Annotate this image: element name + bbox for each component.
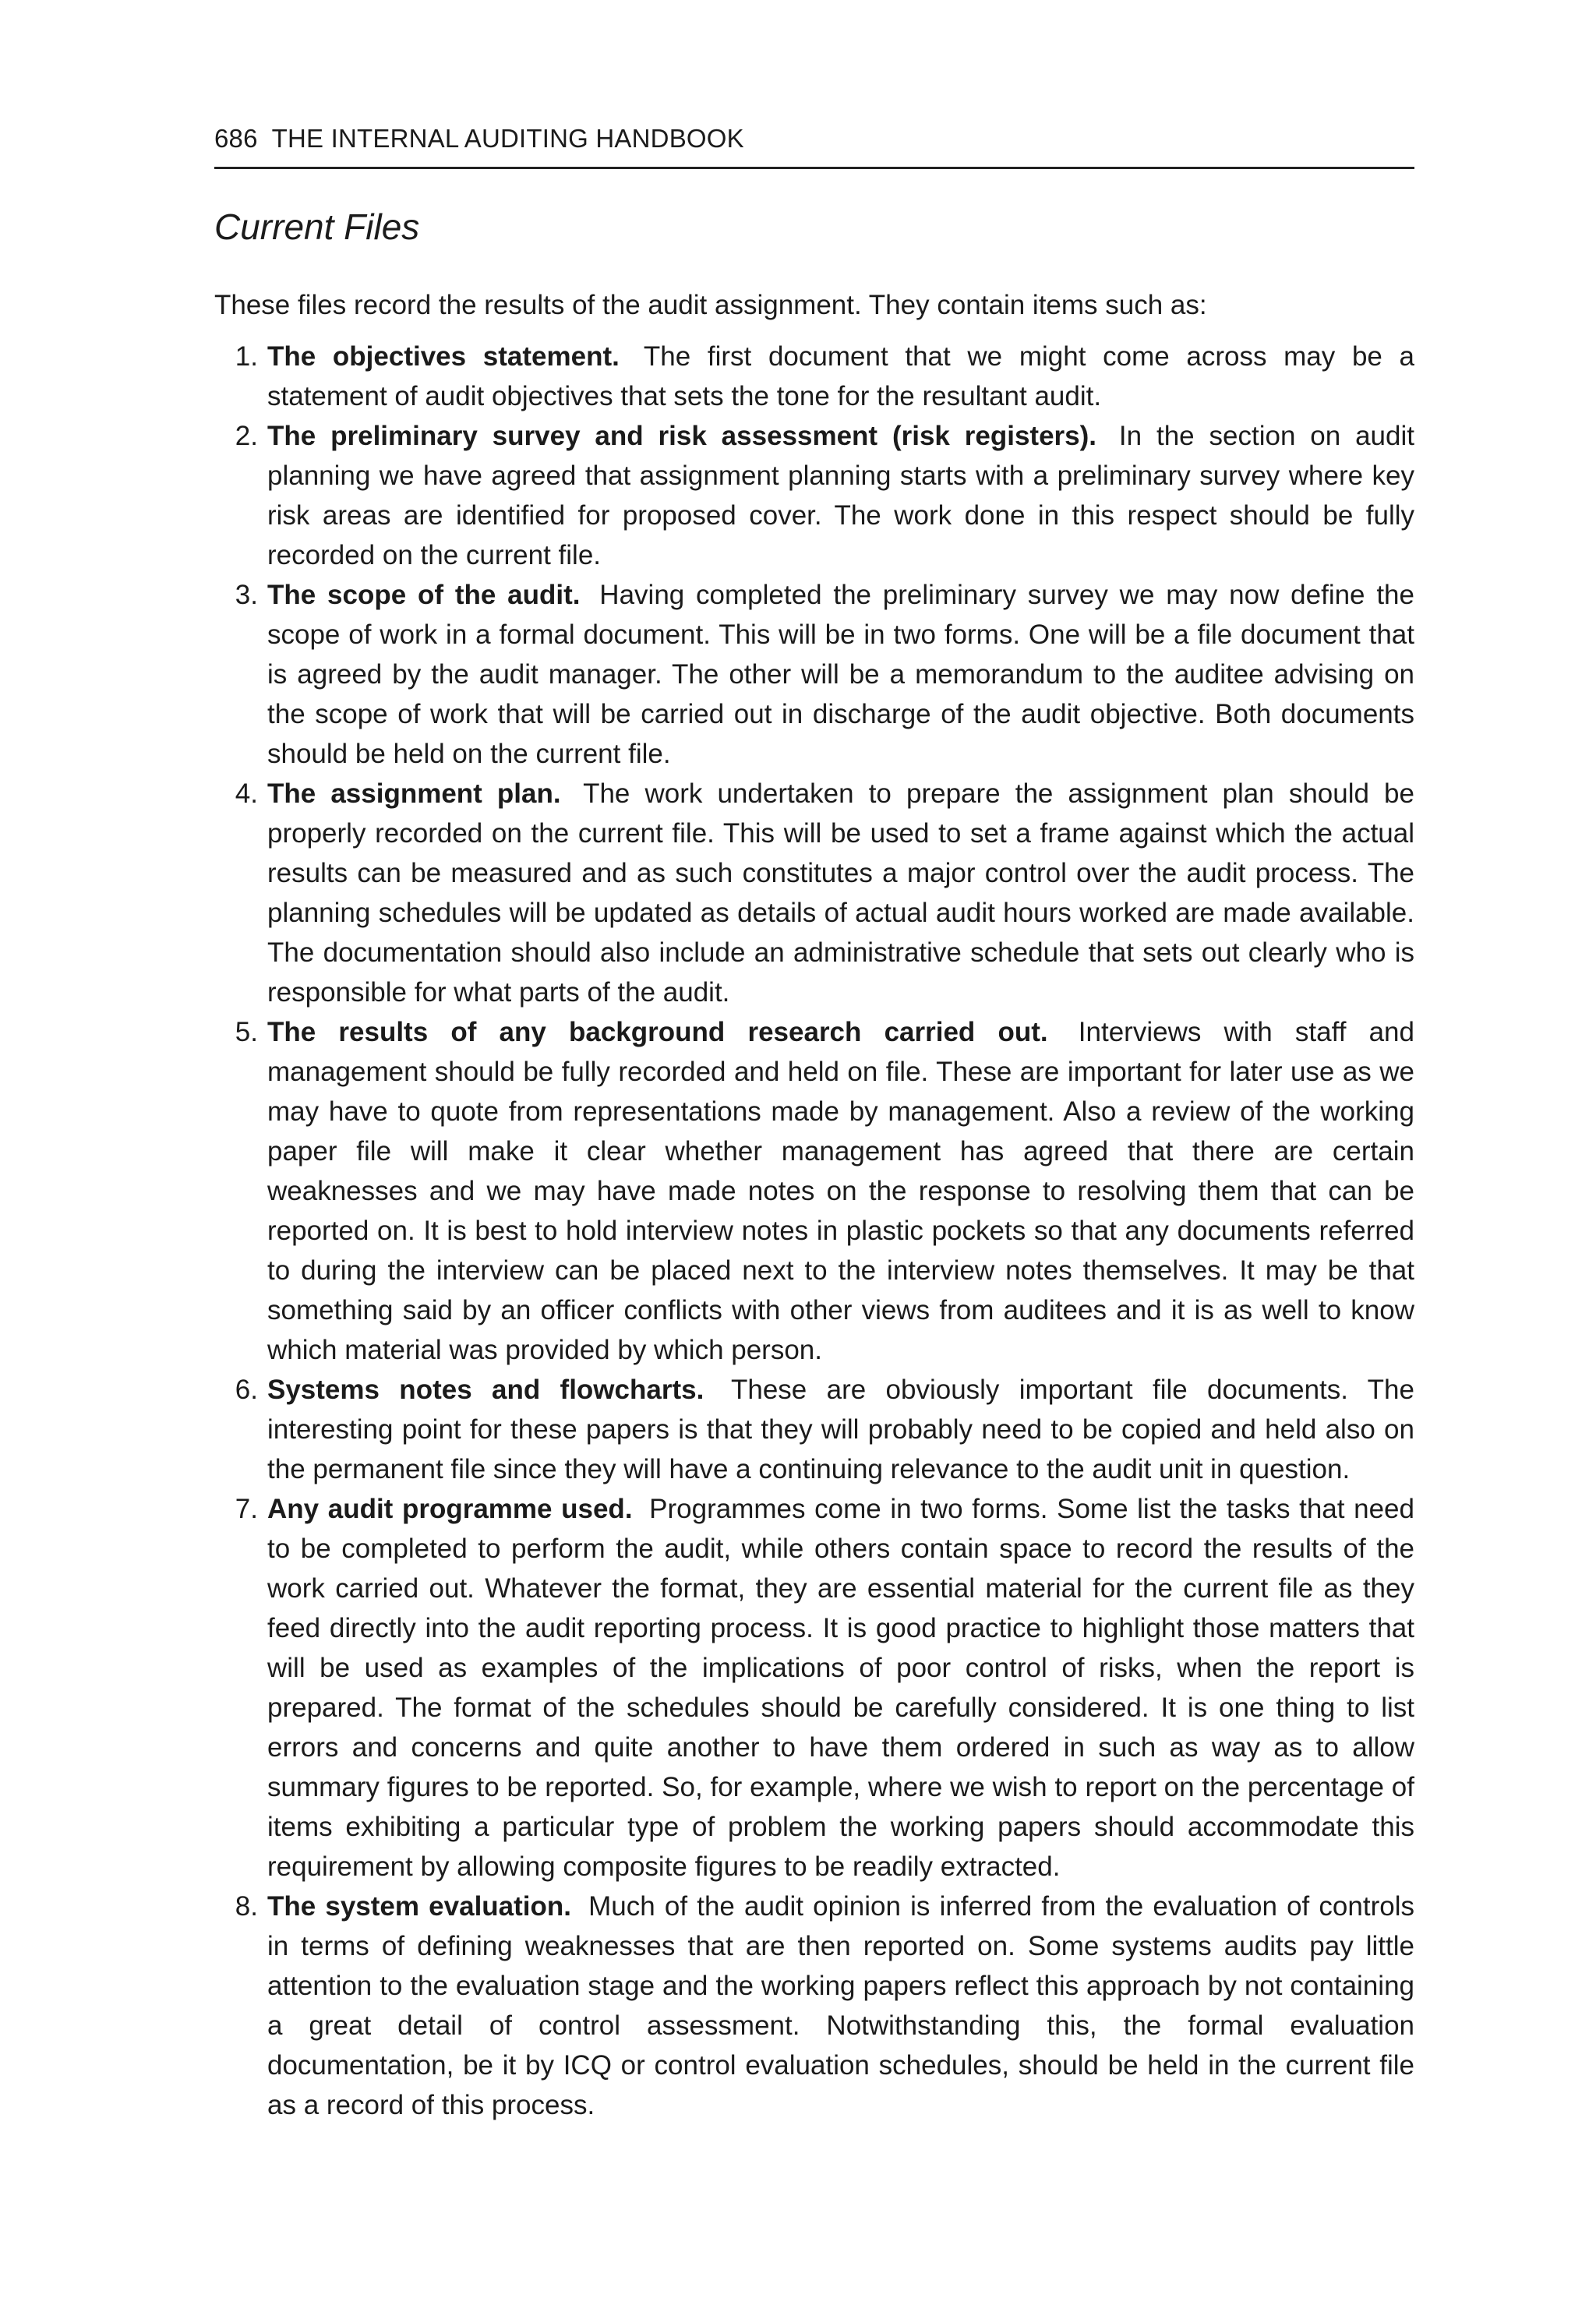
list-item-number: 3. — [235, 580, 258, 610]
list-item-number: 2. — [235, 421, 258, 451]
section-title: Current Files — [214, 206, 420, 247]
list-item-text: Interviews with staff and management should be fully recorded and held on file. These are important for later use as we may have to quote from representations made by management. Also a review of the working paper file will make it clear whether management has agreed that there are certain weaknesses and we may have made notes on the response to resolving them that can be reported on. It is best to hold interview notes in plastic pockets so that any documents referred to during the interview can be placed next to the interview notes themselves. It may be that something said by an officer conflicts with other views from auditees and it is as well to know which material was provided by which person. — [267, 1017, 1414, 1365]
running-header — [214, 117, 1414, 169]
list-item-heading: The preliminary survey and risk assessment (risk registers). — [267, 421, 1097, 451]
running-title: THE INTERNAL AUDITING HANDBOOK — [271, 124, 744, 153]
list-item — [214, 1887, 1414, 2125]
list-item-text: Programmes come in two forms. Some list the tasks that need to be completed to perform the audit, while others contain space to record the results of the work carried out. Whatever the format, they are essential material for the current file as they feed directly into the audit reporting process. It is good practice to highlight those matters that will be used as examples of the implications of poor control of risks, when the report is prepared. The format of the schedules should be carefully considered. It is one thing to list errors and concerns and quite another to have them ordered in such as way as to allow summary figures to be reported. So, for example, where we wish to report on the percentage of items exhibiting a particular type of problem the working papers should accommodate this requirement by allowing composite figures to be readily extracted. — [267, 1494, 1414, 1882]
list-item-heading: The scope of the audit. — [267, 580, 581, 610]
list-item-text: The work undertaken to prepare the assignment plan should be properly recorded on the current file. This will be used to set a frame against which the actual results can be measured and as such constitutes a major control over the audit process. The planning schedules will be updated as details of actual audit hours worked are made available. The documentation should also include an administrative schedule that sets out clearly who is responsible for what parts of the audit. — [267, 778, 1414, 1008]
list-item — [214, 774, 1414, 1012]
list-item — [214, 337, 1414, 416]
section-intro: These files record the results of the audit assignment. They contain items such as: — [214, 290, 1207, 320]
list-item-text: Much of the audit opinion is inferred from the evaluation of controls in terms of defining weaknesses that are then reported on. Some systems audits pay little attention to the evaluation stage and the working papers reflect this approach by not containing a great detail of control assessment. Notwithstanding this, the formal evaluation documentation, be it by ICQ or control evaluation schedules, should be held in the current file as a record of this process. — [267, 1891, 1414, 2120]
book-page — [214, 117, 1414, 2125]
list-item — [214, 1370, 1414, 1489]
list-item-number: 7. — [235, 1494, 258, 1524]
list-item — [214, 575, 1414, 774]
list-item-text: Having completed the preliminary survey we may now define the scope of work in a formal document. This will be in two forms. One will be a file document that is agreed by the audit manager. The other will be a memorandum to the auditee advising on the scope of work that will be carried out in discharge of the audit objective. Both documents should be held on the current file. — [267, 580, 1414, 769]
list-item-number: 4. — [235, 778, 258, 809]
list-item — [214, 416, 1414, 575]
list-item-heading: Systems notes and flowcharts. — [267, 1375, 704, 1405]
numbered-list — [214, 337, 1414, 2125]
list-item-text: The first document that we might come across may be a statement of audit objectives that sets the tone for the resultant audit. — [267, 341, 1415, 411]
list-item-text: These are obviously important file documents. The interesting point for these papers is that they will probably need to be copied and held also on the permanent file since they will have a continuing relevance to the audit unit in question. — [267, 1375, 1414, 1484]
list-item — [214, 1012, 1414, 1370]
list-item-heading: The assignment plan. — [267, 778, 561, 809]
list-item — [214, 1489, 1414, 1887]
page-number: 686 — [214, 124, 258, 153]
list-item-text: In the section on audit planning we have agreed that assignment planning starts with a preliminary survey where key risk areas are identified for proposed cover. The work done in this respect should be fully recorded on the current file. — [267, 421, 1414, 570]
list-item-heading: The system evaluation. — [267, 1891, 571, 1922]
list-item-heading: The objectives statement. — [267, 341, 620, 372]
list-item-number: 6. — [235, 1375, 258, 1405]
list-item-heading: The results of any background research carried out. — [267, 1017, 1048, 1047]
list-item-number: 8. — [235, 1891, 258, 1922]
list-item-number: 1. — [235, 341, 258, 372]
list-item-heading: Any audit programme used. — [267, 1494, 633, 1524]
list-item-number: 5. — [235, 1017, 258, 1047]
